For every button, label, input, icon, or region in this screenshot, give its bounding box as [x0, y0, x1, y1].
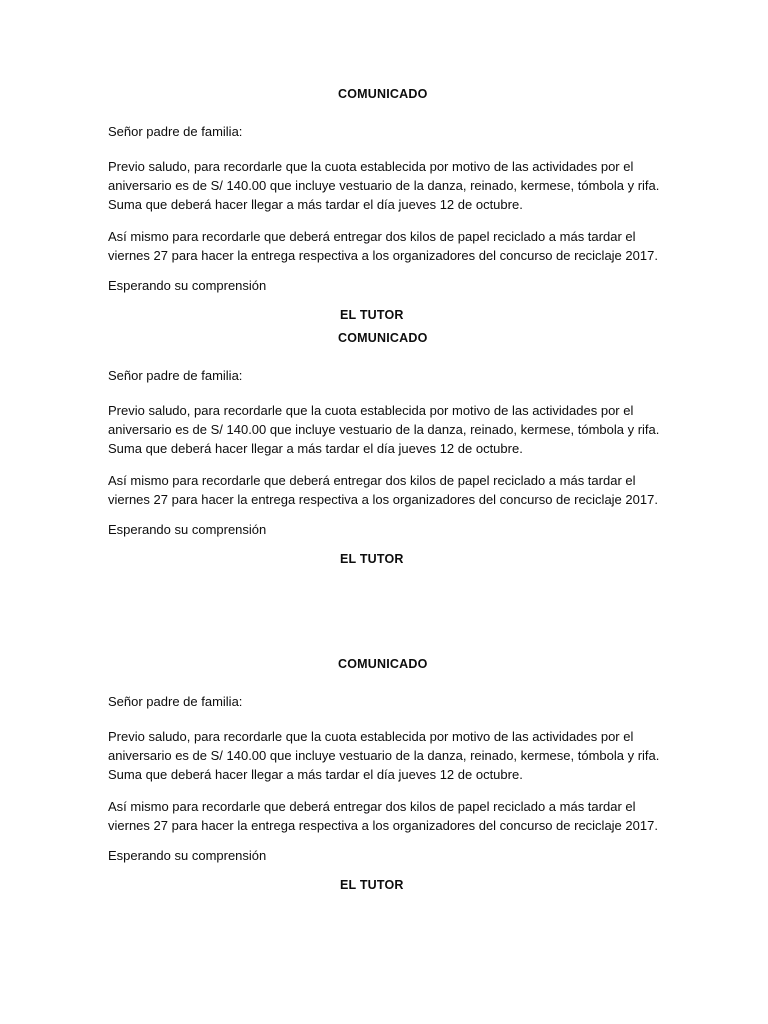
paragraph-line: viernes 27 para hacer la entrega respectiva a los organizadores del concurso de reciclaje 2017.	[108, 247, 658, 263]
notice-salutation: Señor padre de familia:	[108, 367, 243, 383]
notice-block	[108, 656, 660, 894]
spacer	[108, 215, 660, 227]
spacer	[108, 347, 660, 367]
paragraph-line: Suma que deberá hacer llegar a más tardar el día jueves 12 de octubre.	[108, 767, 523, 783]
notice-paragraph-1	[108, 727, 660, 785]
spacer	[108, 539, 660, 551]
notice-paragraph-2	[108, 227, 660, 265]
notice-salutation: Señor padre de familia:	[108, 123, 243, 139]
spacer	[108, 265, 660, 277]
notice-heading: COMUNICADO	[338, 331, 428, 345]
spacer	[108, 509, 660, 521]
spacer	[108, 673, 660, 693]
spacer	[108, 385, 660, 401]
notice-closing: Esperando su comprensión	[108, 522, 267, 538]
notice-signature: EL TUTOR	[340, 878, 404, 893]
spacer	[108, 103, 660, 123]
spacer	[108, 295, 660, 307]
notice-signature: EL TUTOR	[340, 308, 404, 323]
notice-paragraph-1	[108, 157, 660, 215]
spacer	[108, 835, 660, 847]
notice-block	[108, 330, 660, 568]
notice-paragraph-2	[108, 471, 660, 509]
notice-signature: EL TUTOR	[340, 552, 404, 567]
paragraph-line: Previo saludo, para recordarle que la cuota establecida por motivo de las actividades por el	[108, 729, 634, 745]
notice-closing: Esperando su comprensión	[108, 278, 267, 294]
paragraph-line: aniversario es de S/ 140.00 que incluye vestuario de la danza, reinado, kermese, tómbola y rifa.	[108, 422, 660, 438]
paragraph-line: Previo saludo, para recordarle que la cuota establecida por motivo de las actividades por el	[108, 403, 634, 419]
paragraph-line: Así mismo para recordarle que deberá entregar dos kilos de papel reciclado a más tardar el	[108, 472, 636, 488]
notice-paragraph-1	[108, 401, 660, 459]
spacer	[108, 459, 660, 471]
notice-closing: Esperando su comprensión	[108, 848, 267, 864]
paragraph-line: viernes 27 para hacer la entrega respectiva a los organizadores del concurso de reciclaje 2017.	[108, 491, 658, 507]
spacer	[108, 865, 660, 877]
paragraph-line: viernes 27 para hacer la entrega respectiva a los organizadores del concurso de reciclaje 2017.	[108, 817, 658, 833]
notice-paragraph-2	[108, 797, 660, 835]
paragraph-line: aniversario es de S/ 140.00 que incluye vestuario de la danza, reinado, kermese, tómbola y rifa.	[108, 748, 660, 764]
spacer	[108, 785, 660, 797]
paragraph-line: Así mismo para recordarle que deberá entregar dos kilos de papel reciclado a más tardar el	[108, 228, 636, 244]
notice-block	[108, 86, 660, 324]
paragraph-line: Previo saludo, para recordarle que la cuota establecida por motivo de las actividades por el	[108, 159, 634, 175]
notice-heading: COMUNICADO	[338, 87, 428, 101]
notice-heading: COMUNICADO	[338, 657, 428, 671]
paragraph-line: aniversario es de S/ 140.00 que incluye vestuario de la danza, reinado, kermese, tómbola y rifa.	[108, 178, 660, 194]
paragraph-line: Suma que deberá hacer llegar a más tardar el día jueves 12 de octubre.	[108, 441, 523, 457]
paragraph-line: Suma que deberá hacer llegar a más tardar el día jueves 12 de octubre.	[108, 197, 523, 213]
notice-salutation: Señor padre de familia:	[108, 693, 243, 709]
spacer	[108, 141, 660, 157]
paragraph-line: Así mismo para recordarle que deberá entregar dos kilos de papel reciclado a más tardar el	[108, 798, 636, 814]
spacer	[108, 711, 660, 727]
